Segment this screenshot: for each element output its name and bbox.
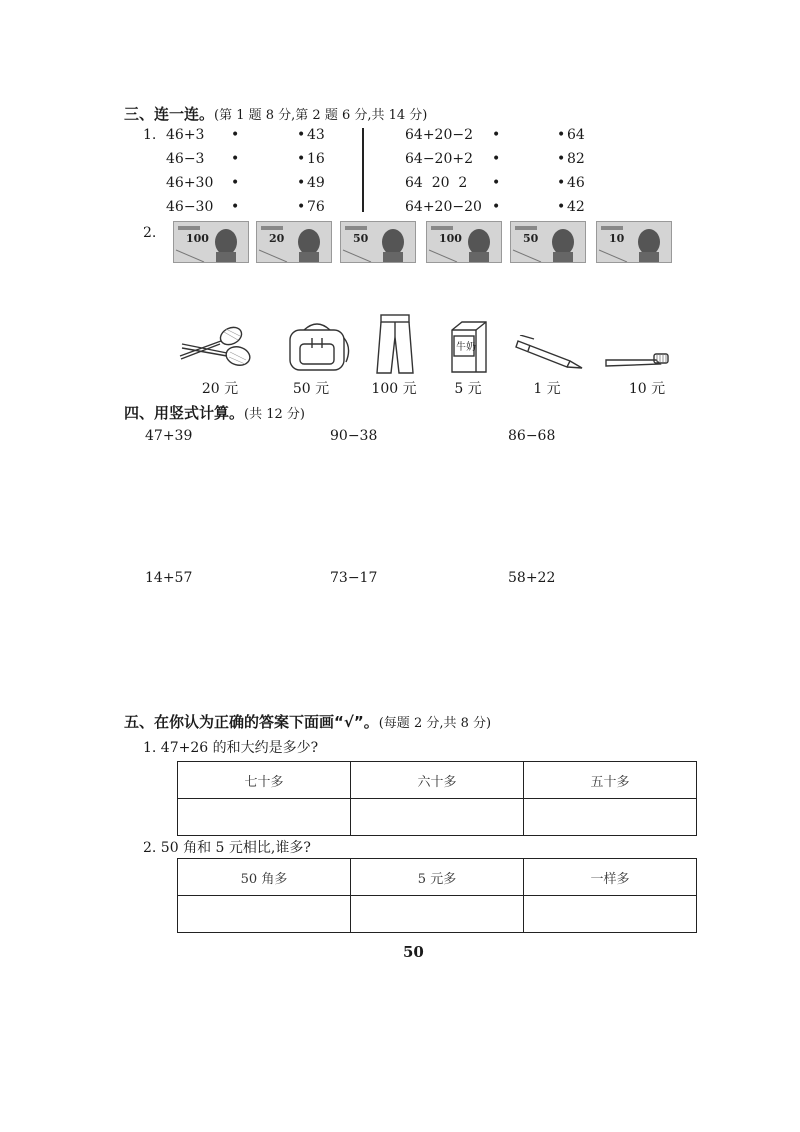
answer-option: 七十多 — [178, 762, 351, 799]
answer-option: 六十多 — [351, 762, 524, 799]
price-label: 10 元 — [628, 381, 666, 397]
match-left-answer: 16 — [307, 151, 325, 167]
calc-problem: 86−68 — [508, 428, 556, 444]
match-dot[interactable]: • — [297, 199, 306, 215]
section5-title-text: 五、在你认为正确的答案下面画“√”。 — [124, 713, 379, 731]
match-right-expr: 64 20 2 — [405, 175, 468, 191]
match-left-expr: 46+3 — [166, 127, 205, 143]
answer-cell[interactable] — [351, 896, 524, 933]
match-left-answer: 43 — [307, 127, 325, 143]
column-divider — [362, 128, 364, 212]
q1-answer-table — [177, 761, 697, 836]
match-dot[interactable]: • — [297, 175, 306, 191]
banknote-value: 10 — [609, 232, 625, 245]
answer-option: 五十多 — [524, 762, 697, 799]
match-dot[interactable]: • — [557, 151, 566, 167]
match-right-answer: 64 — [567, 127, 585, 143]
section3-points: (第 1 题 8 分,第 2 题 6 分,共 14 分) — [214, 108, 428, 123]
match-right-answer: 82 — [567, 151, 585, 167]
banknote-value: 100 — [186, 232, 209, 245]
answer-cell[interactable] — [351, 799, 524, 836]
milk-label: 牛奶 — [456, 342, 476, 353]
match-dot[interactable]: • — [492, 151, 501, 167]
match-dot[interactable]: • — [297, 151, 306, 167]
answer-option: 5 元多 — [351, 859, 524, 896]
q1-label: 1. — [143, 127, 157, 143]
match-right-expr: 64+20−20 — [405, 199, 482, 215]
calc-problem: 90−38 — [330, 428, 378, 444]
match-dot[interactable]: • — [231, 151, 240, 167]
calc-problem: 14+57 — [145, 570, 193, 586]
section3-title — [124, 103, 427, 124]
q2-question: 2. 50 角和 5 元相比,谁多? — [143, 840, 311, 856]
match-dot[interactable]: • — [557, 175, 566, 191]
match-left-expr: 46+30 — [166, 175, 214, 191]
banknote-value: 100 — [439, 232, 462, 245]
answer-option: 50 角多 — [178, 859, 351, 896]
match-dot[interactable]: • — [492, 127, 501, 143]
calc-problem: 73−17 — [330, 570, 378, 586]
match-left-answer: 76 — [307, 199, 325, 215]
answer-cell[interactable] — [524, 896, 697, 933]
q1-question: 1. 47+26 的和大约是多少? — [143, 740, 319, 756]
match-dot[interactable]: • — [492, 175, 501, 191]
match-right-answer: 46 — [567, 175, 585, 191]
toothbrush-icon — [602, 350, 672, 374]
q2-label: 2. — [143, 225, 157, 241]
match-left-expr: 46−30 — [166, 199, 214, 215]
price-label: 5 元 — [454, 381, 482, 397]
section5-points: (每题 2 分,共 8 分) — [378, 716, 492, 731]
match-right-answer: 42 — [567, 199, 585, 215]
section4-points: (共 12 分) — [244, 407, 305, 422]
match-dot[interactable]: • — [231, 199, 240, 215]
section4-title — [124, 402, 305, 423]
match-dot[interactable]: • — [492, 199, 501, 215]
q2-answer-table — [177, 858, 697, 933]
banknote-value: 50 — [523, 232, 539, 245]
banknote-icon — [340, 221, 416, 263]
banknote-icon — [426, 221, 502, 263]
price-label: 20 元 — [201, 381, 239, 397]
match-left-answer: 49 — [307, 175, 325, 191]
calc-problem: 47+39 — [145, 428, 193, 444]
price-label: 1 元 — [533, 381, 561, 397]
match-right-expr: 64−20+2 — [405, 151, 473, 167]
calc-problem: 58+22 — [508, 570, 556, 586]
pants-icon — [372, 313, 418, 377]
banknote-icon — [173, 221, 249, 263]
answer-cell[interactable] — [178, 896, 351, 933]
banknote-icon — [256, 221, 332, 263]
banknote-value: 20 — [269, 232, 285, 245]
banknote-icon — [510, 221, 586, 263]
banknote-icon — [596, 221, 672, 263]
match-dot[interactable]: • — [557, 127, 566, 143]
match-dot[interactable]: • — [297, 127, 306, 143]
answer-option: 一样多 — [524, 859, 697, 896]
match-dot[interactable]: • — [231, 175, 240, 191]
badminton-rackets-icon — [176, 322, 256, 372]
section5-title — [124, 711, 491, 732]
match-dot[interactable]: • — [557, 199, 566, 215]
section4-title-text: 四、用竖式计算。 — [124, 404, 245, 422]
page-number: 50 — [403, 943, 424, 961]
answer-cell[interactable] — [178, 799, 351, 836]
match-right-expr: 64+20−2 — [405, 127, 473, 143]
price-label: 100 元 — [371, 381, 417, 397]
price-label: 50 元 — [292, 381, 330, 397]
section3-title-text: 三、连一连。 — [124, 105, 215, 123]
match-dot[interactable]: • — [231, 127, 240, 143]
backpack-icon — [282, 318, 352, 374]
answer-cell[interactable] — [524, 799, 697, 836]
match-left-expr: 46−3 — [166, 151, 205, 167]
pen-icon — [512, 335, 584, 371]
banknote-value: 50 — [353, 232, 369, 245]
